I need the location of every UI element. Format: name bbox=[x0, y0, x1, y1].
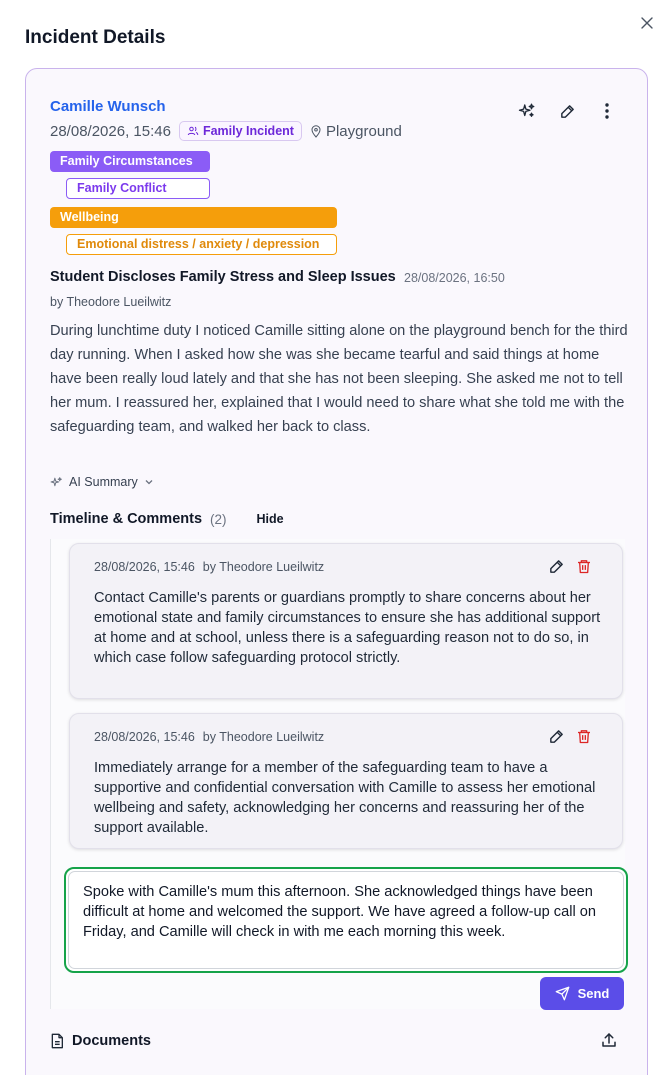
edit-comment-icon[interactable] bbox=[548, 558, 566, 576]
comment-meta bbox=[94, 730, 324, 744]
delete-comment-icon[interactable] bbox=[576, 558, 594, 576]
edit-pencil-icon[interactable] bbox=[557, 101, 577, 121]
comment-author: by Theodore Lueilwitz bbox=[202, 730, 325, 744]
comment-text: Contact Camille's parents or guardians promptly to share concerns about her emotional state and family circumstances to ensure she has additional support at home and at school, unless there is a safeguarding reason not to do so, in which case follow safeguarding protocol strictly. bbox=[94, 590, 601, 666]
map-pin-icon bbox=[310, 125, 322, 138]
incident-actions bbox=[517, 101, 617, 121]
comment-input[interactable] bbox=[68, 871, 624, 969]
upload-icon[interactable] bbox=[600, 1031, 620, 1051]
incident-author: by Theodore Lueilwitz bbox=[50, 295, 172, 309]
comment-text: Immediately arrange for a member of the safeguarding team to have a supportive and confidential conversation with Camille to assess her emotional wellbeing and safety, acknowledging her concerns and reassuring her of the support available. bbox=[94, 760, 596, 836]
comment-time: 28/08/2026, 15:46 bbox=[94, 730, 195, 744]
tag-family-conflict: Family Conflict bbox=[66, 178, 210, 199]
send-comment-button[interactable] bbox=[540, 977, 624, 1010]
documents-label: Documents bbox=[72, 1033, 151, 1049]
incident-title-time: 28/08/2026, 16:50 bbox=[404, 271, 505, 285]
incident-location bbox=[310, 123, 402, 140]
chevron-down-icon bbox=[144, 477, 154, 487]
tag-family-circumstances: Family Circumstances bbox=[50, 151, 210, 172]
incident-datetime: 28/08/2026, 15:46 bbox=[50, 122, 171, 140]
more-vertical-icon[interactable] bbox=[597, 101, 617, 121]
incident-title: Student Discloses Family Stress and Sleep Issues bbox=[50, 269, 396, 285]
comment-input-wrapper bbox=[64, 867, 628, 973]
incident-card bbox=[25, 68, 648, 1075]
tag-wellbeing: Wellbeing bbox=[50, 207, 337, 228]
edit-comment-icon[interactable] bbox=[548, 728, 566, 746]
documents-header bbox=[50, 1033, 151, 1049]
incident-meta bbox=[50, 121, 402, 141]
incident-type-badge bbox=[179, 121, 302, 141]
comment-author: by Theodore Lueilwitz bbox=[202, 560, 325, 574]
document-icon bbox=[50, 1033, 64, 1049]
documents-section bbox=[50, 1031, 620, 1051]
comment-count: (2) bbox=[210, 511, 227, 527]
ai-sparkles-icon bbox=[50, 476, 63, 489]
send-label: Send bbox=[577, 986, 610, 1001]
page-title: Incident Details bbox=[25, 27, 166, 48]
location-label: Playground bbox=[325, 122, 402, 140]
send-icon bbox=[555, 986, 570, 1001]
close-icon[interactable] bbox=[638, 14, 656, 32]
hide-timeline-button[interactable]: Hide bbox=[256, 512, 284, 526]
timeline-title: Timeline & Comments bbox=[50, 511, 203, 527]
users-icon bbox=[187, 125, 199, 137]
incident-type-label: Family Incident bbox=[202, 124, 294, 138]
comment-card bbox=[69, 713, 623, 849]
student-name-link[interactable]: Camille Wunsch bbox=[50, 98, 166, 115]
delete-comment-icon[interactable] bbox=[576, 728, 594, 746]
comment-meta bbox=[94, 560, 324, 574]
tag-emotional-distress: Emotional distress / anxiety / depression bbox=[66, 234, 337, 255]
incident-description: During lunchtime duty I noticed Camille sitting alone on the playground bench for the third day running. When I asked how she was she became tearful and said things at home have been really loud lately and that she has not been sleeping. She asked me not to tell her mum. I reassured her, explained that I would need to share what she told me with the safeguarding team, and walked her back to class. bbox=[50, 323, 628, 435]
comment-time: 28/08/2026, 15:46 bbox=[94, 560, 195, 574]
ai-summary-label: AI Summary bbox=[69, 475, 138, 489]
comment-card bbox=[69, 543, 623, 699]
ai-summary-toggle[interactable] bbox=[50, 475, 154, 489]
ai-sparkles-icon[interactable] bbox=[517, 101, 537, 121]
timeline-header bbox=[50, 511, 284, 527]
